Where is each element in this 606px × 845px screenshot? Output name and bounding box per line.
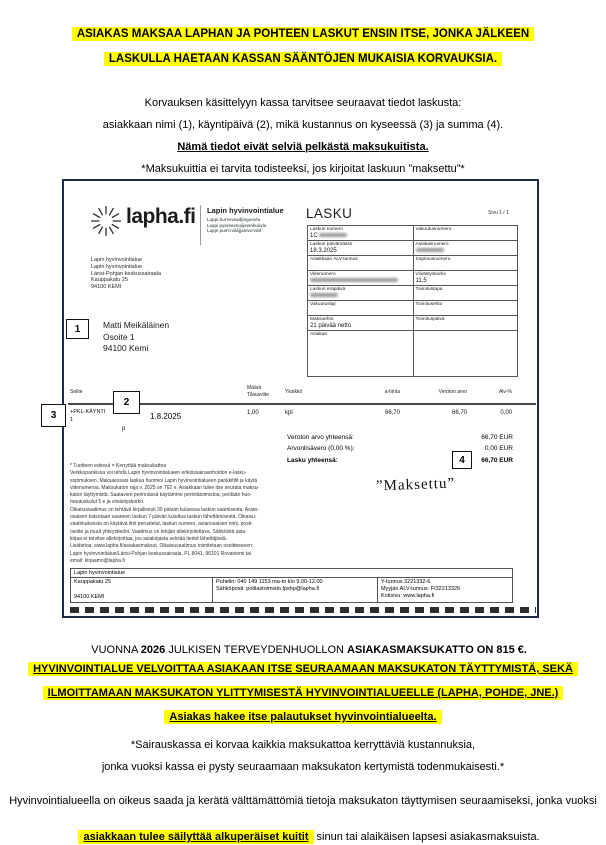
org-sub-2: Laapi pyereestvaijeemkuávlu [207, 222, 267, 228]
col-tilausviite: Tilausviite [247, 392, 270, 398]
total-row-veroton: Veroton arvo yhteensä: 66,70 EUR [287, 434, 513, 441]
intro-line-3: Nämä tiedot eivät selviä pelkästä maksukuitista. [177, 141, 429, 153]
item-selite-2: 1 [70, 417, 74, 423]
item-visit-date: 1.8.2025 [150, 412, 182, 421]
item-veroton: 66,70 [451, 410, 467, 416]
redacted-bank-row [70, 607, 536, 613]
footer-org: Lapin hyvinvointialue [71, 569, 512, 578]
item-maara: 1,00 [247, 410, 259, 416]
page-indicator: Sivu 1 / 1 [488, 210, 509, 216]
invoice-screenshot [50, 179, 539, 618]
sender-line: Kauppakatu 25 [91, 277, 129, 284]
field-alv-tunnus: Asiakkaan ALV-tunnus [308, 256, 413, 271]
col-veroton-arvo: Veroton arvo [438, 389, 467, 395]
recipient-name: Matti Meikäläinen [103, 320, 170, 330]
field-toimitustapa: Toimitustapa [413, 286, 518, 301]
field-toimituspaiva: Toimituspäivä [413, 316, 518, 331]
redacted-value [319, 233, 347, 237]
item-p-mark: p [122, 426, 126, 432]
field-asiakasnumero: Asiakasnumero [413, 241, 518, 256]
sender-address [91, 257, 161, 291]
sender-line: Lapin hyvinvointialue [91, 263, 143, 270]
col-maara: Määrä [247, 385, 262, 391]
invoice-header-table [307, 225, 518, 377]
field-empty [413, 331, 518, 376]
item-selite: +PKL-KÄYNTI [70, 409, 106, 415]
redacted-value [310, 278, 398, 282]
sairauskassa-note-line-2: jonka vuoksi kassa ei pysty seuraamaan maksukaton kertymistä todenmukaisesti.* [101, 761, 505, 773]
top-heading [0, 22, 606, 72]
sender-line: 94100 KEMI [91, 284, 122, 291]
logo-divider [200, 205, 201, 245]
recipient-address [103, 320, 169, 355]
field-vakuutusnumero: Vakuutusnumero [413, 226, 518, 241]
col-alv: Alv-% [498, 389, 512, 395]
sender-line: Lapin hyvinvointialue [91, 257, 143, 263]
final-paragraph-line-1: Hyvinvointialueella on oikeus saada ja kerätä välttämättömiä tietoja maksukaton täyttymisen seuraamiseksi, jonka vuoksi [9, 795, 597, 807]
heading-line-1: ASIAKAS MAKSAA LAPHAN JA POHTEEN LASKUT ENSIN ITSE, JONKA JÄLKEEN [72, 27, 534, 41]
col-yksikko: Yksikkö [285, 389, 303, 395]
recipient-street: Osoite 1 [103, 331, 135, 342]
redacted-value [416, 248, 444, 252]
highlight-obligation-line-2: ILMOITTAMAAN MAKSUKATON YLITTYMISESTÄ HYVINVOINTIALUEELLE (LAPHA, POHDE, JNE.) [0, 687, 606, 699]
intro-line-2: asiakkaan nimi (1), käyntipäivä (2), mikä kustannus on kyseessä (3) ja summa (4). [102, 119, 504, 131]
intro-paragraph [0, 92, 606, 180]
invoice-fine-print: * Tuotteen edessä = Kerryttää maksukattoa Verkkopankissa voi tehdä Lapin hyvinvointialueen erikoissairaanhoidon e-lasku- sopimuksen. Maksaessasi laskua huomioi Lapin hyvinvointialueen pankkitilit ja käytä viitenumeroa. Maksukaton raja v. 2025 on 762 e. Asiakkaan tulee itse seurata maksu- katon täyttymistä. Saatavien perinnässä käytämme perintätoimistoa; peritään huo- mautuskulut 5 e ja viivästyskorko. Oikaisuvaatimus on tehtävä kirjallisesti 30 päivän kuluessa laskun saamisesta. Asian- osaisen katsotaan saaneen laskun 7 päivän kuluttua laskun lähettämisestä. Oikaisu- vaatimuksesta on käytävä ilmi perustelut, laskun numero, asianosaisen nimi, posti- osoite ja muut yhteystiedot. Vaatimus on tekijän allekirjoitettava. Sähköistä asia- kirjaa ei tarvitse allekirjoittaa, jos asiakirjasta selviää tiedot lähettäjästä. Lisätietoa: www.lapha.fi/asiakasmaksut. Oikaisuvaatimus toimitetaan osoitteeseen: Lapin hyvinvointialue/Länsi-Pohjan keskussairaala, PL 8041, 96101 Rovaniemi tai email: kirjaamo@lapha.fi [70, 463, 260, 564]
callout-3: 3 [41, 404, 66, 427]
invoice-footer-box [70, 568, 513, 603]
keep-receipts-highlight: asiakkaan tulee säilyttää alkuperäiset kuitit [78, 830, 313, 844]
footer-address-col: Kauppakatu 25 94100 KEMI [74, 579, 112, 600]
item-yksikko: kpl [285, 410, 293, 416]
logo-org-block [207, 206, 284, 234]
item-alv: 0,00 [500, 410, 512, 416]
field-sopimusnumero: Sopimusnumero [413, 256, 518, 271]
col-a-hinta: a-hinta [384, 389, 400, 395]
footer-ids-col: Y-tunnus 3221332-6 Myyjän ALV-tunnus: FI32213326 Kotisivu: www.lapha.fi [377, 578, 512, 602]
callout-4: 4 [452, 451, 472, 469]
lapha-sun-icon [88, 203, 124, 239]
field-viitenumero: Viitenumero [308, 271, 413, 286]
callout-1: 1 [66, 319, 89, 339]
invoice-title: LASKU [306, 206, 353, 221]
final-paragraph-line-2: asiakkaan tulee säilyttää alkuperäiset kuitit sinun tai alaikäisen lapsesi asiakasmaksuista. [0, 819, 606, 845]
field-maksuehto: Maksuehto 21 päivää netto [308, 316, 413, 331]
field-toimitusehto: Toimitusehto [413, 301, 518, 316]
field-erapaiva: Laskun eräpäivä [308, 286, 413, 301]
field-viivastyskorko: Viivästyskorko 11,5 [413, 271, 518, 286]
highlight-obligation-line-1: HYVINVOINTIALUE VELVOITTAA ASIAKAAN ITSE SEURAAMAAN MAKSUKATON TÄYTTYMISTÄ, SEKÄ [0, 663, 606, 675]
sairauskassa-note-line-1: *Sairauskassa ei korvaa kaikkia maksukattoa kerryttäviä kustannuksia, [130, 739, 476, 751]
org-name: Lapin hyvinvointialue [207, 206, 284, 215]
field-laskun-numero: Laskun numero 1C [308, 226, 413, 241]
maksukatto-cap-line: VUONNA 2026 JULKISEN TERVEYDENHUOLLON ASIAKASMAKSUKATTO ON 815 €. [91, 644, 527, 656]
redacted-value [310, 293, 338, 297]
footer-contact-col: Puhelin: 040 149 1153 ma-to klo 9.00-12.00 Sähköposti: potilastoimisto.lpshp@lapha.fi [212, 578, 377, 602]
callout-2: 2 [113, 391, 140, 414]
handwritten-maksettu-note: ”Maksettu” [375, 475, 456, 495]
intro-line-1: Korvauksen käsittelyyn kassa tarvitsee seuraavat tiedot laskusta: [144, 97, 462, 109]
lapha-logo-text: lapha.fi [126, 205, 196, 228]
item-a-hinta: 66,70 [384, 410, 400, 416]
total-row-alv: Arvonlisävero (0,00 %): 0,00 EUR [287, 445, 513, 452]
field-laskun-paivamaara: Laskun päivämäärä 18.3.2025 [308, 241, 413, 256]
org-sub-1: Lappi buresveadjinguovlu [207, 217, 261, 222]
intro-line-4: *Maksukuittia ei tarvita todisteeksi, jos kirjoitat laskuun ”maksettu”* [141, 163, 465, 175]
sender-line: Länsi-Pohjan keskussairaala [91, 270, 162, 277]
col-selite: Selite [70, 389, 83, 395]
heading-line-2: LASKULLA HAETAAN KASSAN SÄÄNTÖJEN MUKAISIA KORVAUKSIA. [104, 52, 502, 66]
highlight-refund-line: Asiakas hakee itse palautukset hyvinvointialueelta. [0, 711, 606, 723]
field-asiakas: Asiakas: [310, 332, 329, 337]
recipient-city: 94100 Kemi [103, 343, 149, 353]
org-sub-3: Lappi pue'rrvââjjamvu'vdd [207, 228, 262, 234]
total-row-yhteensa: Lasku yhteensä: 66,70 EUR [287, 457, 513, 464]
field-vakuutuslaji: Vakuutuslaji [308, 301, 413, 316]
